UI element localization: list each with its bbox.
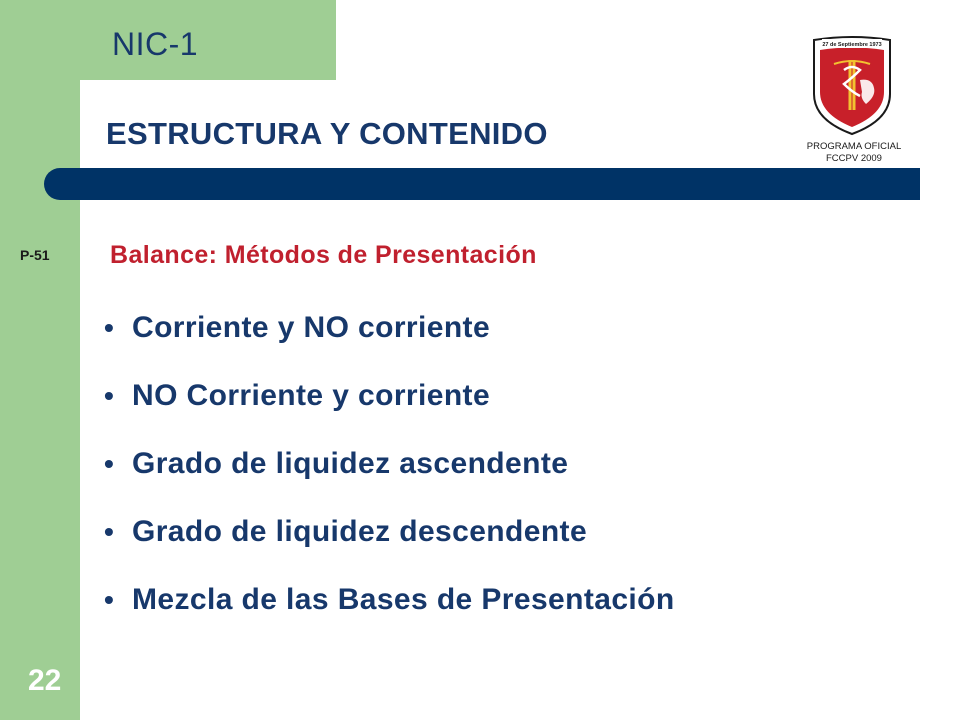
logo-top-text: 27 de Septiembre 1973 [822,42,882,48]
page-number: 22 [28,664,62,697]
bullet-text: Mezcla de las Bases de Presentación [132,583,675,616]
bullet-text: Grado de liquidez ascendente [132,447,569,480]
list-item [104,444,944,512]
bullet-icon: • [104,448,115,479]
bullet-text: Corriente y NO corriente [132,311,491,344]
bullet-icon: • [104,380,115,411]
list-item [104,580,944,648]
logo-caption [792,141,916,165]
bullet-icon: • [104,516,115,547]
title-divider-bar [44,168,920,200]
bullet-text: NO Corriente y corriente [132,379,491,412]
section-subtitle: Balance: Métodos de Presentación [110,241,537,269]
bullet-list [104,308,944,648]
header-code: NIC-1 [112,26,199,62]
logo-caption-line1: PROGRAMA OFICIAL [806,141,902,152]
fccpv-logo [810,34,894,136]
reference-label: P-51 [20,247,50,263]
bullet-icon: • [104,312,115,343]
list-item [104,512,944,580]
slide-title: ESTRUCTURA Y CONTENIDO [106,116,548,151]
bullet-icon: • [104,584,115,615]
list-item [104,376,944,444]
bullet-text: Grado de liquidez descendente [132,515,588,548]
left-green-band [0,0,80,720]
list-item [104,308,944,376]
logo-caption-line2: FCCPV 2009 [826,153,882,164]
